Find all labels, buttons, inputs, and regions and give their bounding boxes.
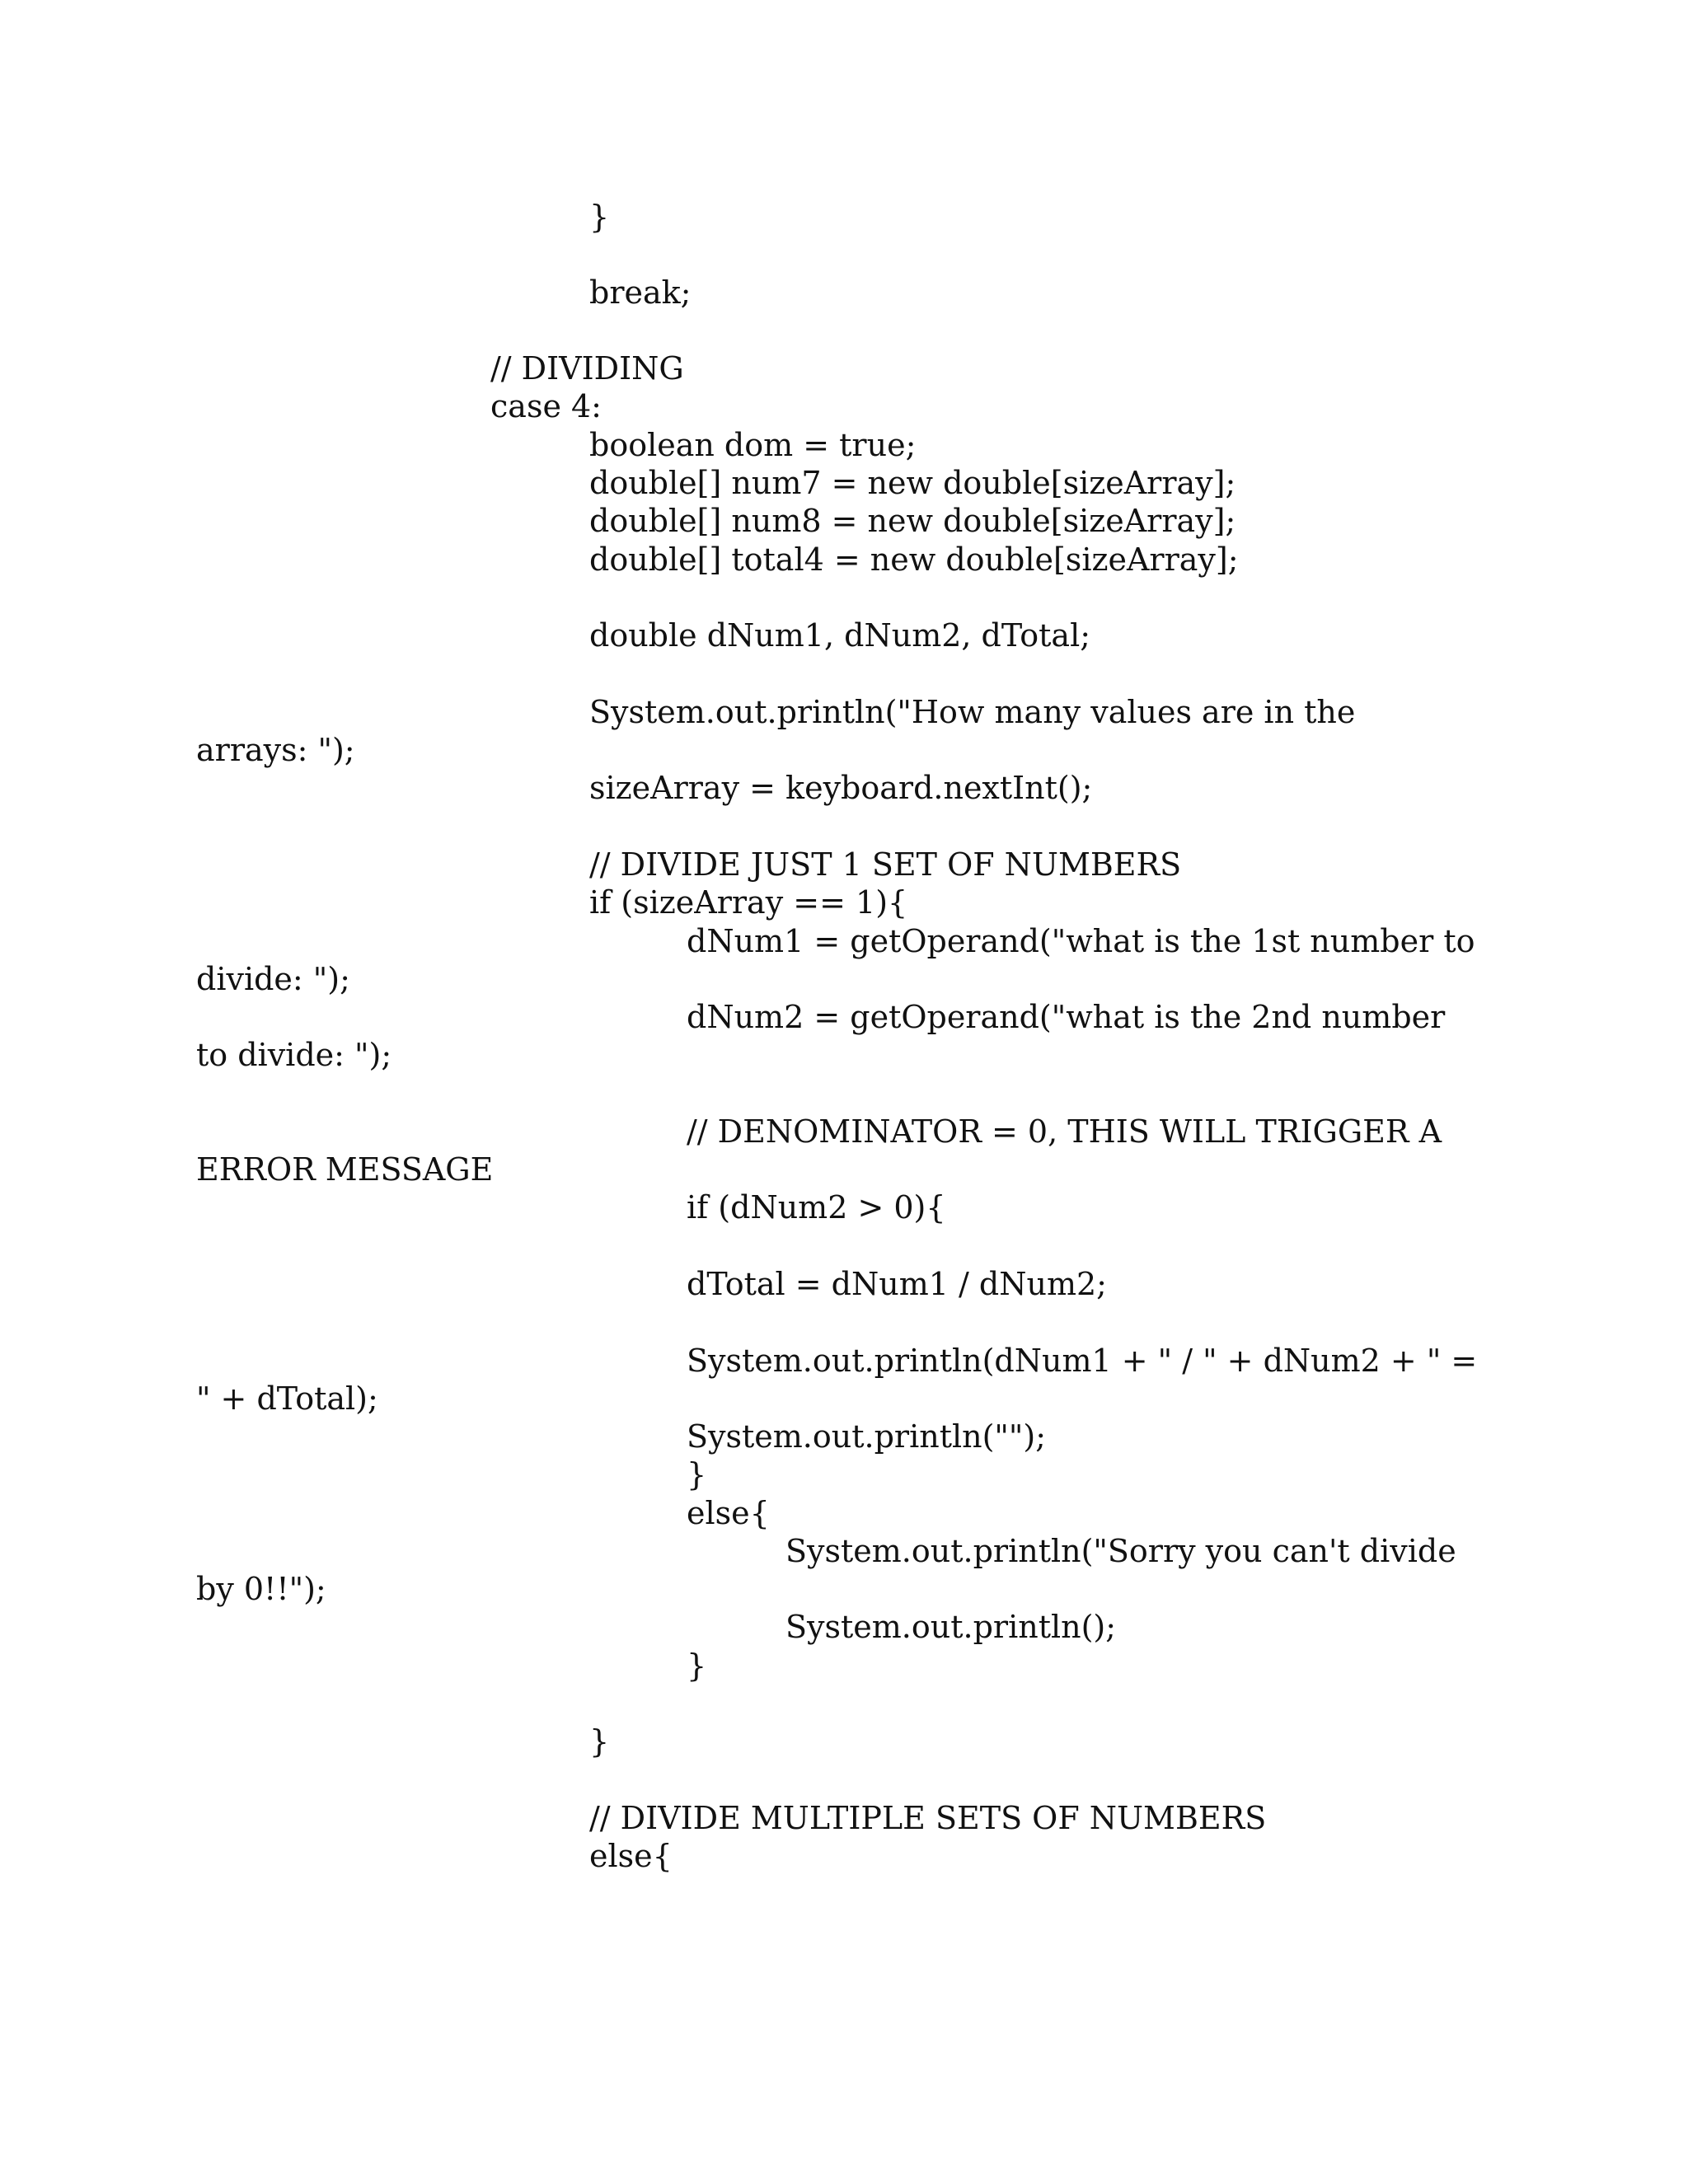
code-line-divide-wrap: divide: "); bbox=[196, 961, 350, 997]
code-line-boolean-dom: boolean dom = true; bbox=[589, 427, 917, 463]
code-line-total4: double[] total4 = new double[sizeArray]; bbox=[589, 541, 1239, 578]
code-line-println-how-many: System.out.println("How many values are in the bbox=[589, 694, 1356, 730]
code-line-to-divide-wrap: to divide: "); bbox=[196, 1037, 392, 1073]
code-line-break: break; bbox=[589, 274, 692, 311]
code-line-by-zero-wrap: by 0!!"); bbox=[196, 1571, 326, 1607]
code-line-dnum1: dNum1 = getOperand("what is the 1st number to bbox=[687, 923, 1475, 959]
code-line-dnum2: dNum2 = getOperand("what is the 2nd number bbox=[687, 999, 1446, 1035]
code-line-arrays-wrap: arrays: "); bbox=[196, 732, 355, 768]
code-line-if-size: if (sizeArray == 1){ bbox=[589, 884, 908, 921]
code-line-closing-brace: } bbox=[589, 199, 610, 235]
code-line-size-array: sizeArray = keyboard.nextInt(); bbox=[589, 770, 1093, 806]
code-line-println-result: System.out.println(dNum1 + " / " + dNum2 + " = bbox=[687, 1343, 1478, 1379]
code-line-case-4: case 4: bbox=[490, 388, 602, 424]
code-line-else-open: else{ bbox=[589, 1838, 673, 1874]
code-line-println-blank: System.out.println(); bbox=[785, 1609, 1117, 1645]
code-line-else: else{ bbox=[687, 1495, 770, 1531]
code-line-dtotal: dTotal = dNum1 / dNum2; bbox=[687, 1266, 1107, 1302]
code-line-comment-dividing: // DIVIDING bbox=[490, 350, 684, 387]
code-line-dtotal-wrap: " + dTotal); bbox=[196, 1380, 378, 1417]
code-line-num7: double[] num7 = new double[sizeArray]; bbox=[589, 465, 1236, 501]
code-line-dnum-declare: double dNum1, dNum2, dTotal; bbox=[589, 617, 1091, 654]
code-line-else-close: } bbox=[687, 1647, 707, 1684]
code-line-comment-divide-one: // DIVIDE JUST 1 SET OF NUMBERS bbox=[589, 846, 1182, 883]
code-line-println-empty: System.out.println(""); bbox=[687, 1418, 1046, 1455]
code-line-if-dnum2: if (dNum2 > 0){ bbox=[687, 1189, 946, 1226]
code-line-comment-denominator: // DENOMINATOR = 0, THIS WILL TRIGGER A bbox=[687, 1113, 1442, 1150]
code-line-println-sorry: System.out.println("Sorry you can't divide bbox=[785, 1533, 1456, 1569]
code-line-if-block-close: } bbox=[589, 1723, 610, 1760]
code-line-num8: double[] num8 = new double[sizeArray]; bbox=[589, 503, 1236, 539]
code-line-if-close: } bbox=[687, 1456, 707, 1493]
code-line-comment-divide-multiple: // DIVIDE MULTIPLE SETS OF NUMBERS bbox=[589, 1800, 1267, 1836]
code-line-error-message-wrap: ERROR MESSAGE bbox=[196, 1151, 494, 1188]
